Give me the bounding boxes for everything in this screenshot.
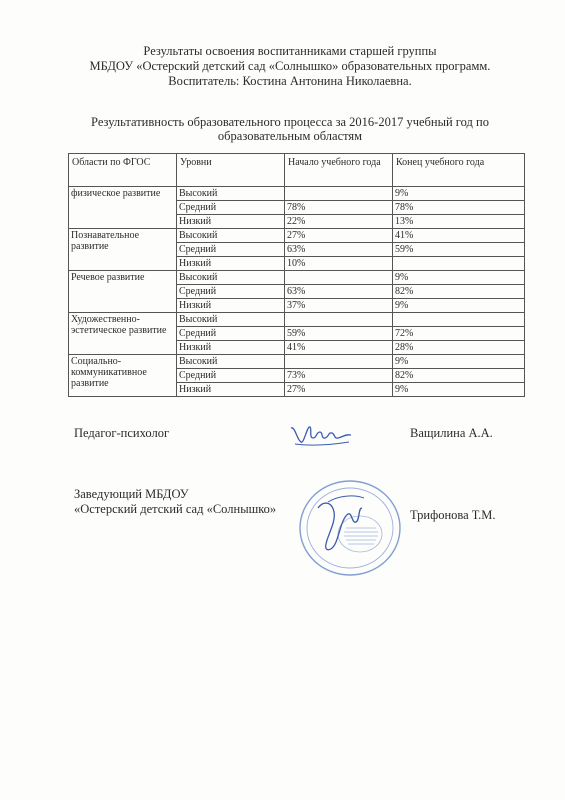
start-cell — [285, 355, 393, 369]
signer-role-head-line-2: «Остерский детский сад «Солнышко» — [74, 502, 277, 516]
header-line-3: Воспитатель: Костина Антонина Николаевна. — [168, 74, 412, 88]
level-cell: Низкий — [177, 215, 285, 229]
official-seal-image — [298, 478, 402, 583]
header-level: Уровни — [177, 154, 285, 187]
signer-role-head-line-1: Заведующий МБДОУ — [74, 487, 189, 501]
start-cell — [285, 187, 393, 201]
table-row — [69, 229, 525, 243]
level-cell: Высокий — [177, 229, 285, 243]
area-cell: физическое развитие — [69, 187, 177, 229]
table-title-line-1: Результативность образовательного процесса за 2016-2017 учебный год по — [91, 115, 489, 129]
level-cell: Средний — [177, 243, 285, 257]
level-cell: Низкий — [177, 341, 285, 355]
header-area: Области по ФГОС — [69, 154, 177, 187]
end-cell: 9% — [393, 355, 525, 369]
start-cell — [285, 271, 393, 285]
end-cell: 9% — [393, 383, 525, 397]
start-cell: 73% — [285, 369, 393, 383]
start-cell: 78% — [285, 201, 393, 215]
end-cell: 9% — [393, 271, 525, 285]
area-cell: Художественно-эстетическое развитие — [69, 313, 177, 355]
end-cell: 9% — [393, 187, 525, 201]
end-cell: 59% — [393, 243, 525, 257]
signer-role-head — [74, 487, 276, 517]
level-cell: Высокий — [177, 271, 285, 285]
signer-role-psychologist: Педагог-психолог — [74, 426, 170, 440]
table-title — [45, 115, 535, 143]
header-start: Начало учебного года — [285, 154, 393, 187]
table-header-row — [69, 154, 525, 187]
end-cell: 82% — [393, 369, 525, 383]
start-cell: 10% — [285, 257, 393, 271]
end-cell — [393, 257, 525, 271]
level-cell: Средний — [177, 201, 285, 215]
header-line-1: Результаты освоения воспитанниками старшей группы — [143, 44, 437, 58]
start-cell: 37% — [285, 299, 393, 313]
table-row — [69, 355, 525, 369]
end-cell: 78% — [393, 201, 525, 215]
level-cell: Средний — [177, 285, 285, 299]
level-cell: Низкий — [177, 299, 285, 313]
table-row — [69, 313, 525, 327]
area-cell: Познавательное развитие — [69, 229, 177, 271]
end-cell: 82% — [393, 285, 525, 299]
end-cell: 13% — [393, 215, 525, 229]
start-cell: 27% — [285, 383, 393, 397]
document-header — [40, 44, 540, 89]
level-cell: Низкий — [177, 383, 285, 397]
area-cell: Социально-коммуникативное развитие — [69, 355, 177, 397]
end-cell: 9% — [393, 299, 525, 313]
end-cell — [393, 313, 525, 327]
level-cell: Высокий — [177, 187, 285, 201]
signature-image — [285, 420, 355, 455]
start-cell — [285, 313, 393, 327]
signer-name-head: Трифонова Т.М. — [410, 508, 496, 522]
header-line-2: МБДОУ «Остерский детский сад «Солнышко» образовательных программ. — [89, 59, 491, 73]
results-table — [68, 153, 525, 397]
signer-name-psychologist: Ващилина А.А. — [410, 426, 493, 440]
level-cell: Низкий — [177, 257, 285, 271]
start-cell: 63% — [285, 243, 393, 257]
area-cell: Речевое развитие — [69, 271, 177, 313]
end-cell: 41% — [393, 229, 525, 243]
level-cell: Высокий — [177, 355, 285, 369]
table-row — [69, 187, 525, 201]
end-cell: 72% — [393, 327, 525, 341]
start-cell: 63% — [285, 285, 393, 299]
start-cell: 27% — [285, 229, 393, 243]
header-end: Конец учебного года — [393, 154, 525, 187]
start-cell: 22% — [285, 215, 393, 229]
start-cell: 59% — [285, 327, 393, 341]
level-cell: Высокий — [177, 313, 285, 327]
start-cell: 41% — [285, 341, 393, 355]
level-cell: Средний — [177, 369, 285, 383]
table-row — [69, 271, 525, 285]
level-cell: Средний — [177, 327, 285, 341]
end-cell: 28% — [393, 341, 525, 355]
table-title-line-2: образовательным областям — [217, 129, 363, 143]
